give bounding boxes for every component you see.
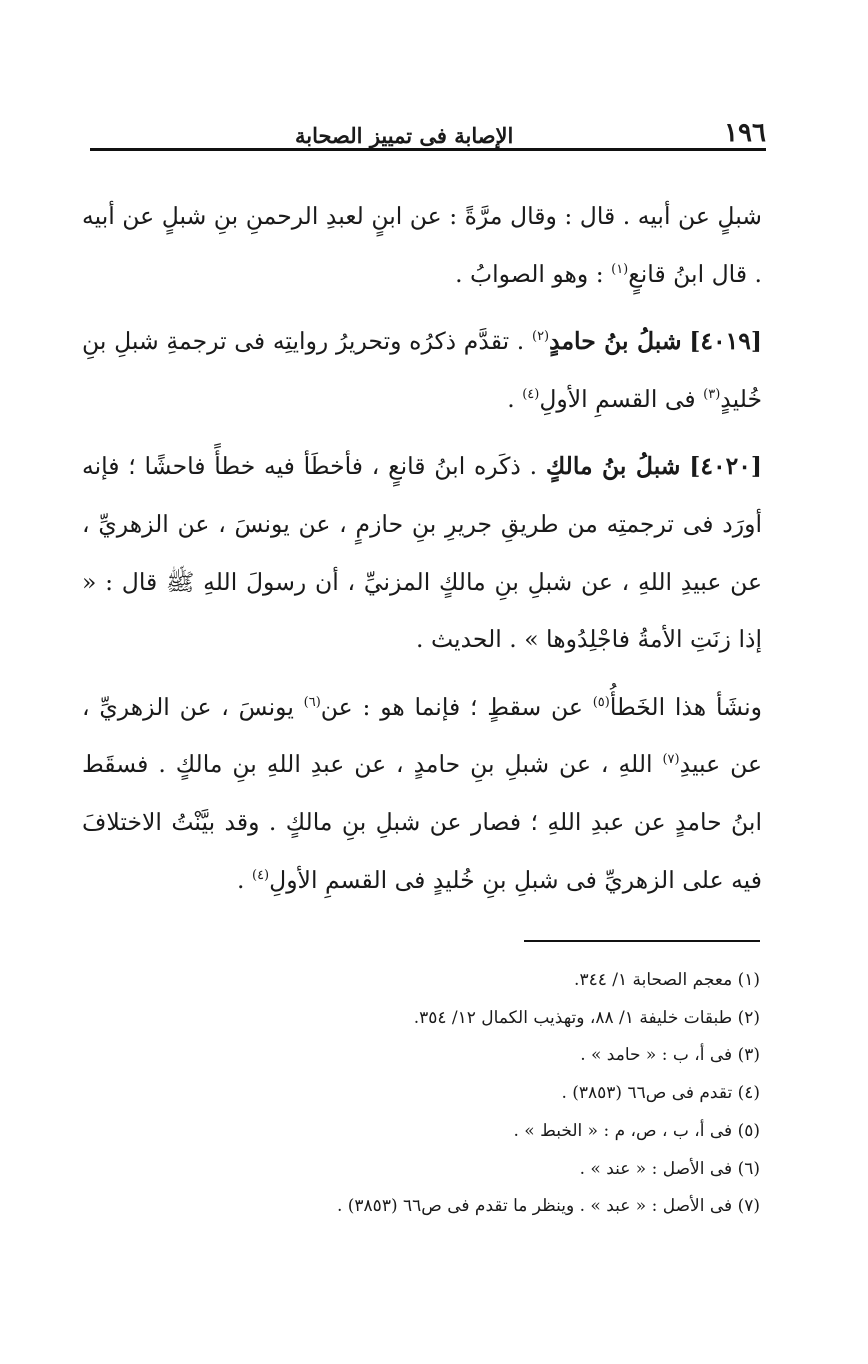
footnote-5: (٥) فى أ، ب ، ص، م : « الخبط » . bbox=[513, 1120, 760, 1141]
entry-text: فى القسمِ الأولِ bbox=[539, 384, 704, 413]
footnote-ref: (١) bbox=[611, 261, 629, 277]
entry-text: . bbox=[507, 384, 523, 413]
entry-4020 bbox=[82, 438, 762, 668]
footnotes bbox=[90, 962, 760, 1226]
paragraph-text: ونشَأ هذا الخَطأُ bbox=[609, 692, 762, 721]
main-text bbox=[82, 188, 762, 919]
footnote-1: (١) معجم الصحابة ١/ ٣٤٤. bbox=[574, 970, 760, 990]
paragraph-text: يونسَ ، عن الزهريِّ ، عن عبيدِ bbox=[82, 692, 763, 779]
entry-number: [٤٠٢٠] bbox=[689, 452, 762, 481]
header-rule bbox=[90, 148, 766, 151]
entry-text: . ذكَره ابنُ قانعٍ ، فأخطَأ فيه خطأً فاحشًا ؛ فإنه أورَد فى ترجمتِه من طريقِ جريرِ بنِ حازمٍ ، عن يونسَ ، عن الزهريِّ ، عن عبيدِ اللهِ ، عن شبلِ بنِ مالكٍ المزنيِّ ، أن رسولَ اللهِ ﷺ قال : « إذا زنَتِ الأمةُ فاجْلِدُوها » . الحديث . bbox=[82, 452, 762, 654]
entry-name: شبلُ بنُ حامدٍ bbox=[549, 327, 682, 356]
entry-4019 bbox=[82, 313, 762, 428]
paragraph-text: : وهو الصوابُ . bbox=[455, 259, 612, 288]
footnote-ref: (٢) bbox=[531, 329, 550, 345]
running-title: الإصابة فى تمييز الصحابة bbox=[295, 123, 514, 148]
paragraph-text: . bbox=[237, 865, 252, 894]
footnote-4: (٤) تقدم فى ص٦٦ (٣٨٥٣) . bbox=[561, 1083, 760, 1104]
entry-number: [٤٠١٩] bbox=[689, 327, 763, 356]
footnote-ref: (٦) bbox=[303, 694, 321, 710]
footnote-separator bbox=[524, 940, 760, 942]
paragraph-text: اللهِ ، عن شبلِ بنِ حامدٍ ، عن عبدِ اللهِ بنِ مالكٍ . فسقَط ابنُ حامدٍ عن عبدِ اللهِ ؛ فصار عن شبلِ بنِ مالكٍ . وقد بيَّنْتُ الاختلافَ فيه على الزهريِّ فى شبلِ بنِ خُليدٍ فى القسمِ الأولِ bbox=[82, 750, 762, 894]
paragraph-text: عن سقطٍ ؛ فإنما هو : عن bbox=[320, 692, 593, 721]
footnote-7: (٧) فى الأصل : « عبد » . وينظر ما تقدم فى ص٦٦ (٣٨٥٣) . bbox=[336, 1196, 760, 1217]
page-number: ١٩٦ bbox=[724, 118, 766, 148]
page-header bbox=[90, 108, 766, 148]
paragraph-text: شبلٍ عن أبيه . قال : وقال مرَّةً : عن ابنٍ لعبدِ الرحمنِ بنِ شبلٍ عن أبيه . قال ابنُ قانعٍ bbox=[82, 202, 762, 288]
footnote-ref: (٣) bbox=[703, 386, 721, 402]
footnote-ref: (٥) bbox=[592, 694, 610, 710]
paragraph-continuation bbox=[82, 188, 762, 303]
footnote-3: (٣) فى أ، ب : « حامد » . bbox=[580, 1045, 760, 1066]
footnote-2: (٢) طبقات خليفة ١/ ٨٨، وتهذيب الكمال ١٢/ ٣٥٤. bbox=[413, 1007, 760, 1028]
entry-text: . تقدَّم ذكرُه وتحريرُ روايتِه فى ترجمةِ شبلِ بنِ خُليدٍ bbox=[82, 327, 762, 413]
entry-name: شبلُ بنُ مالكٍ bbox=[545, 452, 681, 481]
paragraph-commentary bbox=[82, 679, 762, 909]
footnote-6: (٦) فى الأصل : « عند » . bbox=[579, 1158, 760, 1179]
footnote-ref: (٧) bbox=[662, 752, 680, 768]
footnote-ref: (٤) bbox=[251, 867, 270, 883]
footnote-ref: (٤) bbox=[522, 386, 540, 402]
